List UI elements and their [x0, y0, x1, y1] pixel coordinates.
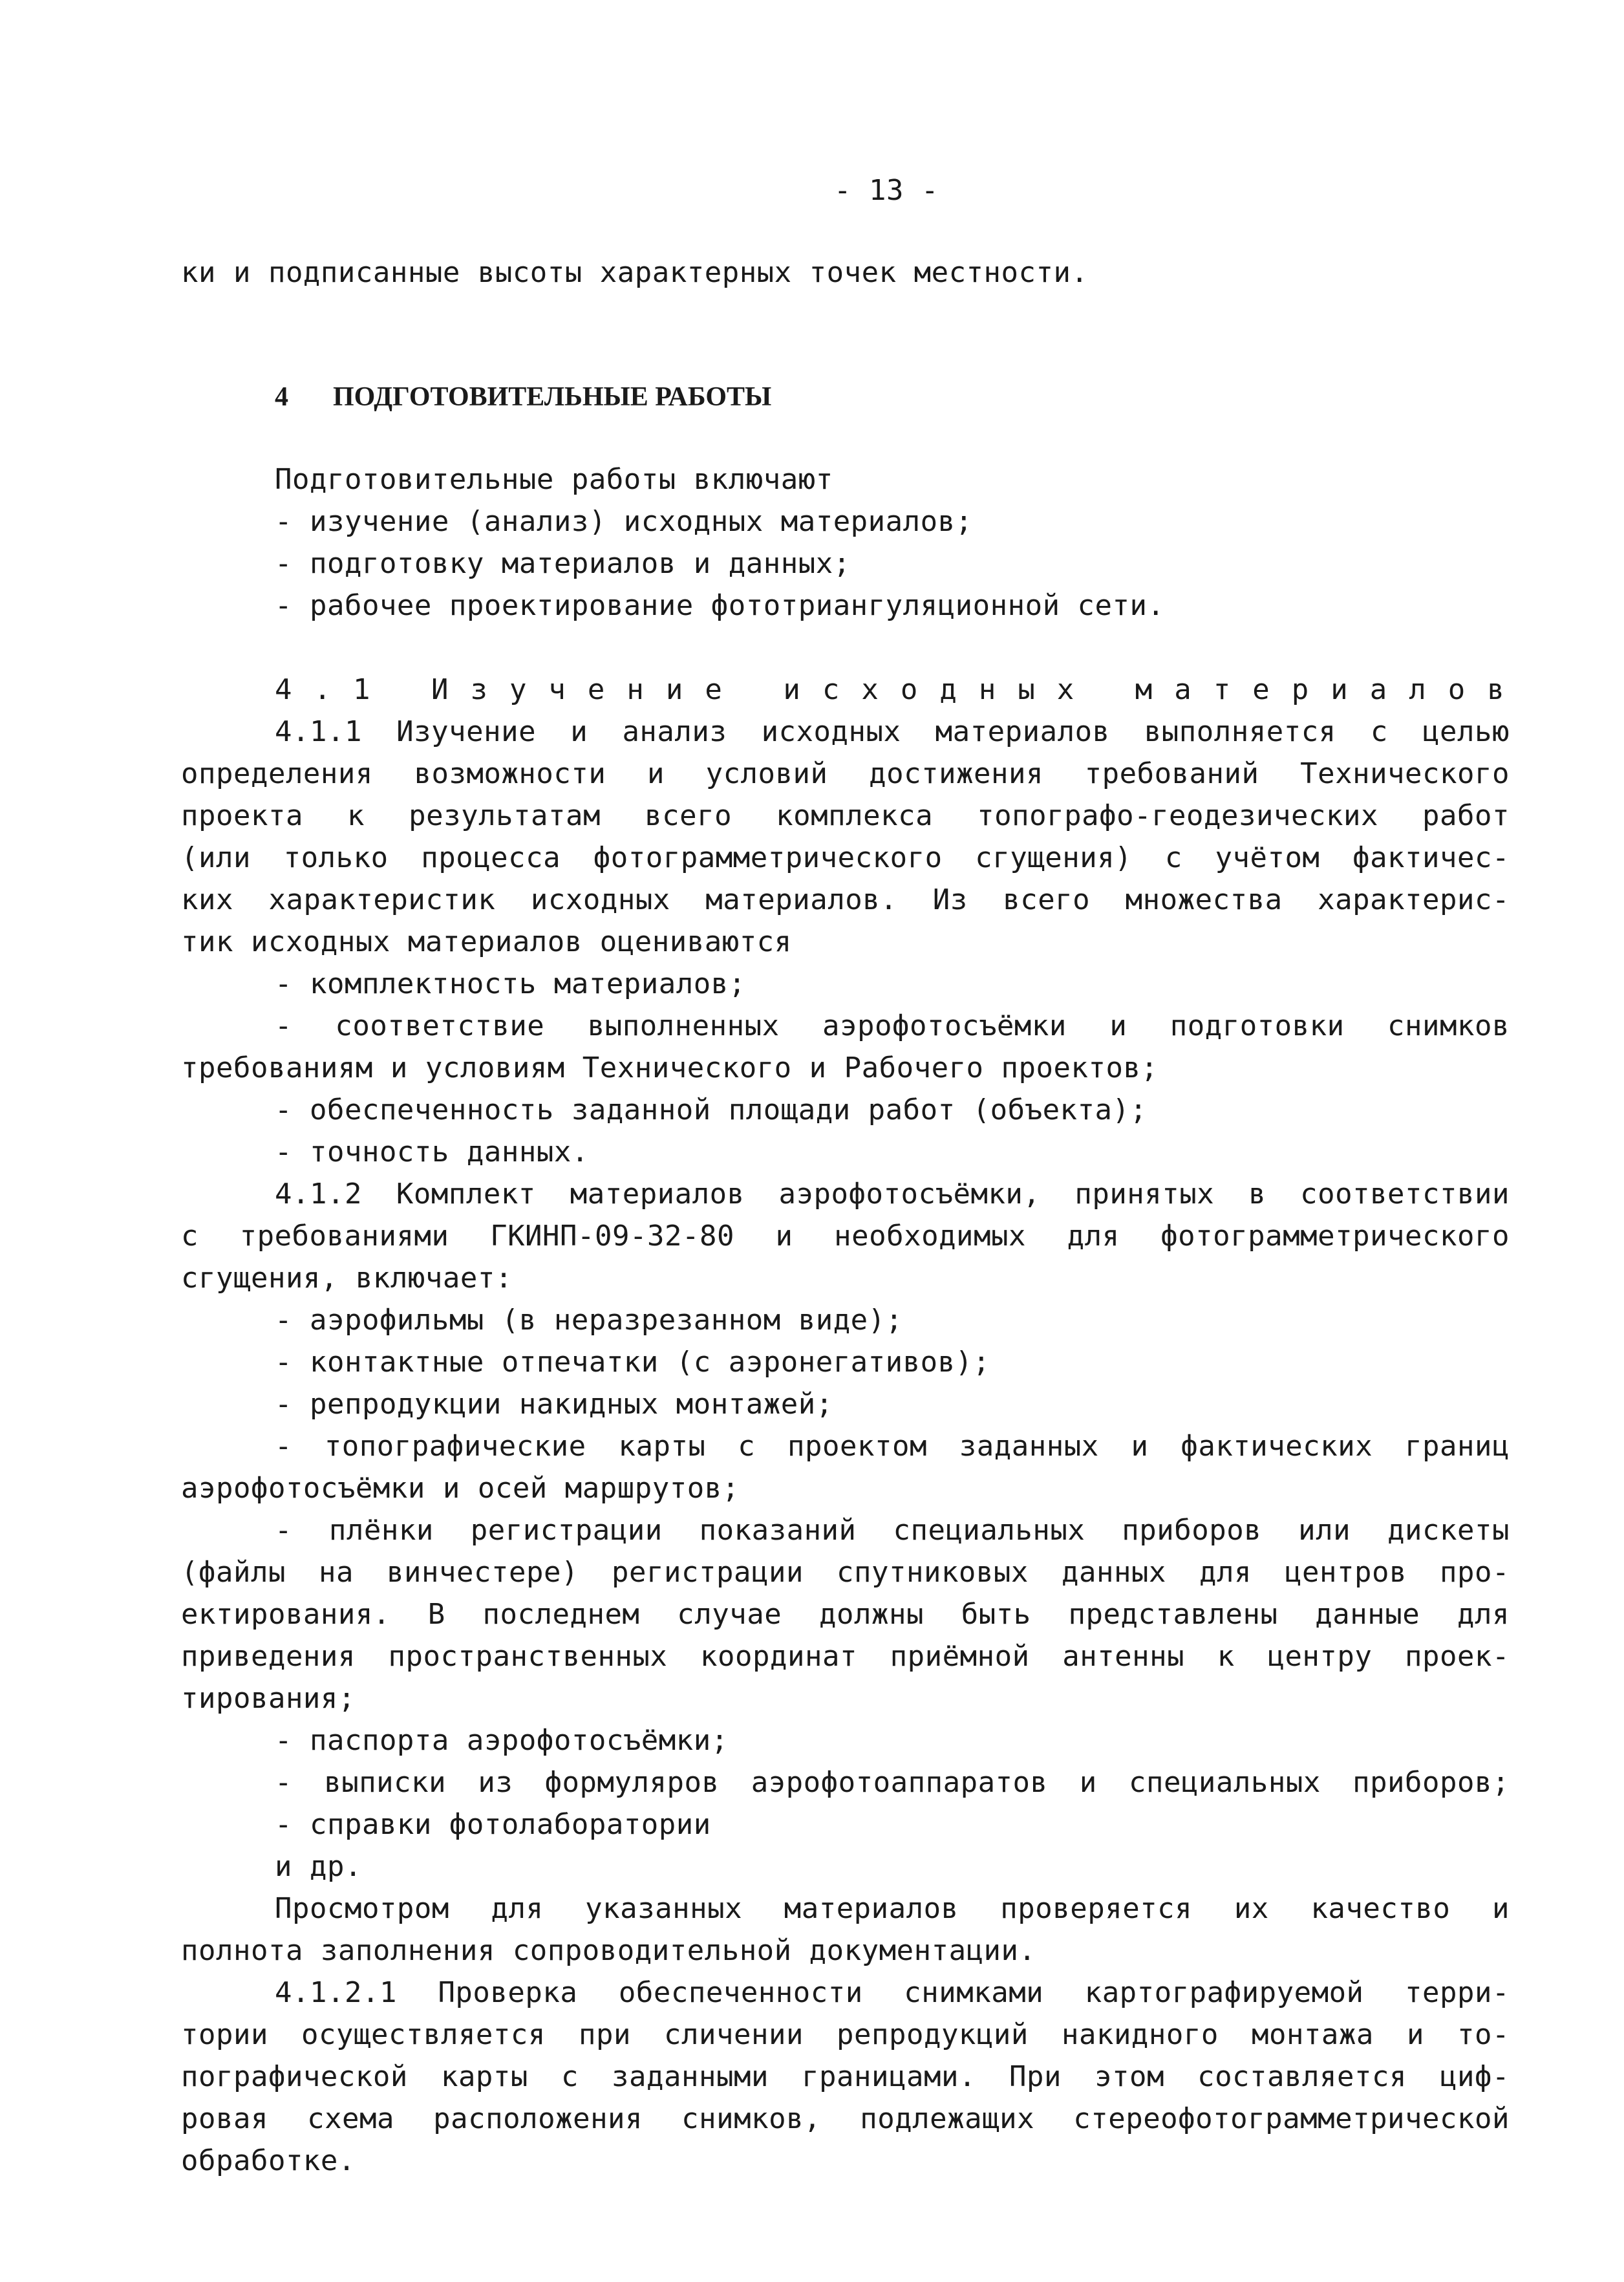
text-line: ровая схема расположения снимков, подлежащих стереофотограмметрической: [181, 2102, 1510, 2135]
text-line: тории осуществляется при сличении репродукций накидного монтажа и то-: [181, 2018, 1510, 2051]
text-line: (или только процесса фотограмметрического сгущения) с учётом фактичес-: [181, 841, 1510, 874]
text-line: Просмотром для указанных материалов проверяется их качество и: [275, 1892, 1510, 1925]
text-line: (файлы на винчестере) регистрации спутниковых данных для центров про-: [181, 1556, 1510, 1589]
section-heading: ПОДГОТОВИТЕЛЬНЫЕ РАБОТЫ: [333, 382, 772, 412]
list-item: - репродукции накидных монтажей;: [275, 1388, 833, 1421]
text-line: обработке.: [181, 2144, 356, 2177]
list-item: - изучение (анализ) исходных материалов;: [275, 505, 973, 538]
text-line: 4.1.2.1 Проверка обеспеченности снимками картографируемой терри-: [275, 1976, 1510, 2009]
list-item: - рабочее проектирование фототриангуляционной сети.: [275, 589, 1165, 622]
text-line: требованиям и условиям Технического и Рабочего проектов;: [181, 1051, 1159, 1084]
text-line: тирования;: [181, 1682, 356, 1715]
list-item: - подготовку материалов и данных;: [275, 547, 851, 580]
text-line: проекта к результатам всего комплекса топографо-геодезических работ: [181, 799, 1510, 832]
text-line: 4.1.1 Изучение и анализ исходных материалов выполняется с целью: [275, 715, 1510, 748]
list-item: - обеспеченность заданной площади работ (объекта);: [275, 1093, 1148, 1126]
text-line: с требованиями ГКИНП-09-32-80 и необходимых для фотограмметрического: [181, 1220, 1510, 1253]
page-number: - 13 -: [834, 174, 939, 207]
list-item: - точность данных.: [275, 1136, 589, 1168]
list-item: - соответствие выполненных аэрофотосъёмки и подготовки снимков: [275, 1009, 1510, 1042]
list-item: - контактные отпечатки (с аэронегативов);: [275, 1346, 990, 1379]
text-line: аэрофотосъёмки и осей маршрутов;: [181, 1472, 740, 1505]
list-item: - выписки из формуляров аэрофотоаппаратов и специальных приборов;: [275, 1766, 1510, 1799]
list-item: - справки фотолаборатории: [275, 1808, 711, 1841]
text-line: 4.1.2 Комплект материалов аэрофотосъёмки, принятых в соответствии: [275, 1178, 1510, 1211]
text-line: определения возможности и условий достижения требований Технического: [181, 757, 1510, 790]
list-item: - паспорта аэрофотосъёмки;: [275, 1724, 729, 1757]
subsection-heading: 4.1 Изучение исходных материалов: [275, 673, 1526, 706]
text-line: и др.: [275, 1850, 362, 1883]
text-line: ектирования. В последнем случае должны быть представлены данные для: [181, 1598, 1510, 1631]
text-line: Подготовительные работы включают: [275, 463, 833, 496]
list-item: - плёнки регистрации показаний специальных приборов или дискеты: [275, 1514, 1510, 1547]
text-line: полнота заполнения сопроводительной документации.: [181, 1934, 1036, 1967]
section-number: 4: [275, 382, 288, 412]
text-line: пографической карты с заданными границами. При этом составляется циф-: [181, 2060, 1510, 2093]
text-line: сгущения, включает:: [181, 1262, 513, 1295]
text-line: ки и подписанные высоты характерных точек местности.: [181, 256, 1089, 289]
text-line: тик исходных материалов оцениваются: [181, 925, 792, 958]
text-line: ких характеристик исходных материалов. Из всего множества характерис-: [181, 883, 1510, 916]
list-item: - аэрофильмы (в неразрезанном виде);: [275, 1304, 903, 1337]
list-item: - комплектность материалов;: [275, 967, 746, 1000]
list-item: - топографические карты с проектом заданных и фактических границ: [275, 1430, 1510, 1463]
text-line: приведения пространственных координат приёмной антенны к центру проек-: [181, 1640, 1510, 1673]
